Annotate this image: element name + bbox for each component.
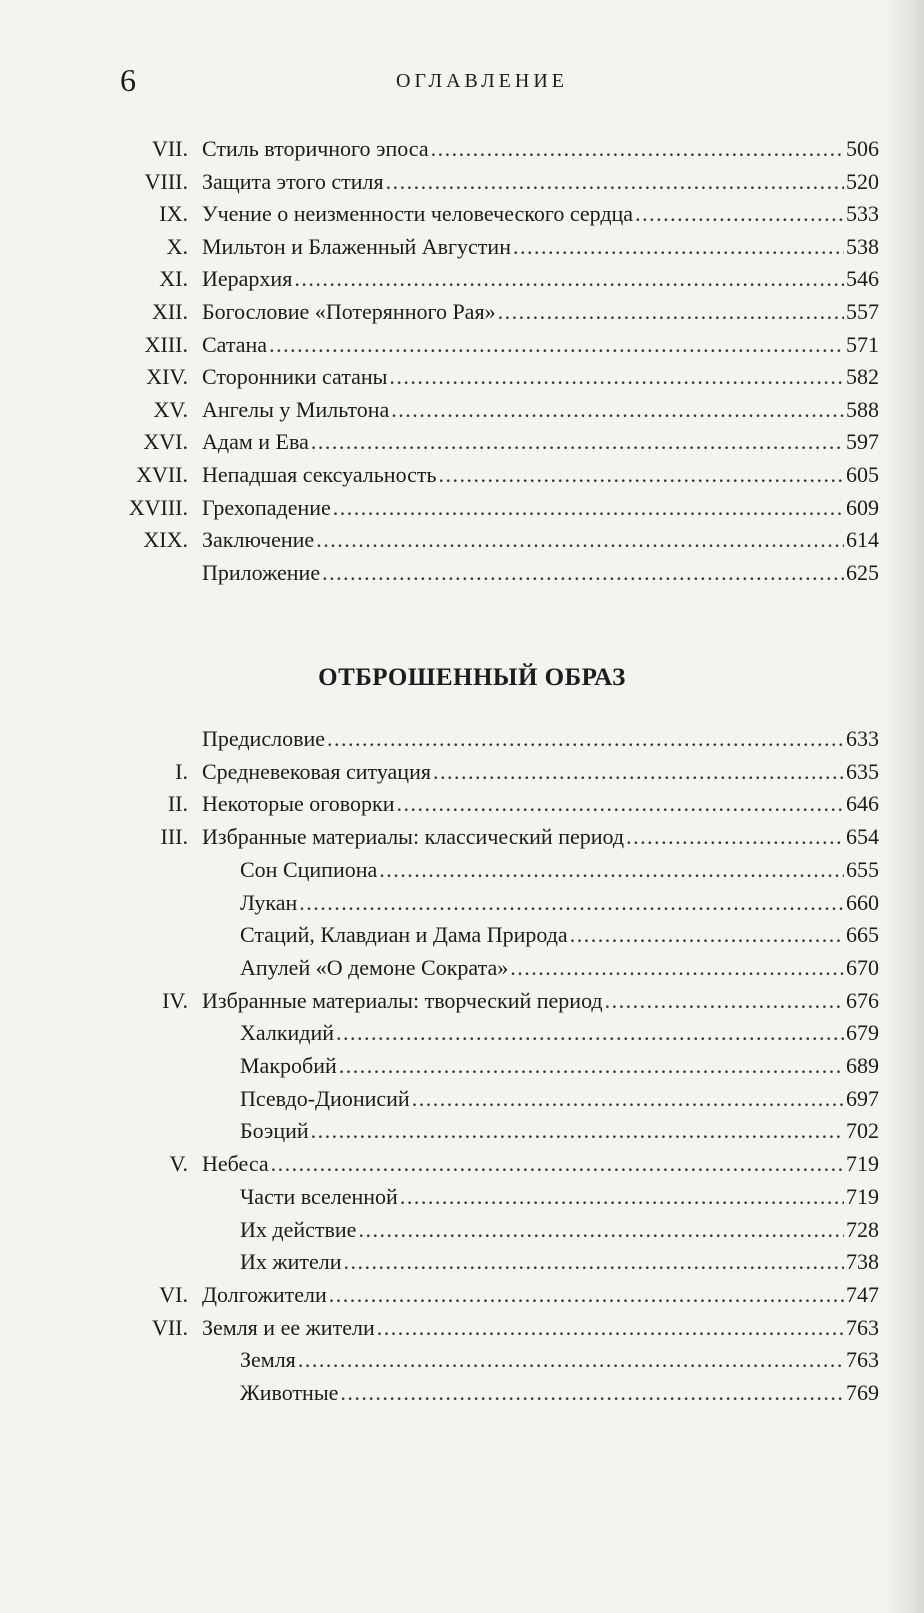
dot-leader: [498, 296, 844, 328]
dot-leader: [377, 1312, 844, 1344]
toc-entry-title: Халкидий: [240, 1020, 335, 1045]
toc-entry-page: 597: [846, 429, 879, 454]
dot-leader: [344, 1246, 845, 1278]
toc-entry: [0, 788, 924, 820]
toc-entry-title: Избранные материалы: классический период: [202, 824, 625, 849]
toc-entry-title: Приложение: [202, 560, 321, 585]
toc-entry: [0, 426, 924, 458]
toc-entry: [0, 166, 924, 198]
toc-entry-number: X.: [166, 234, 188, 259]
dot-leader: [311, 426, 844, 458]
dot-leader: [299, 887, 844, 919]
toc-entry-title: Защита этого стиля: [202, 169, 384, 194]
toc-entry-page: 679: [846, 1020, 879, 1045]
toc-entry-title: Средневековая ситуация: [202, 759, 431, 784]
toc-entry: [0, 756, 924, 788]
toc-entry-page: 588: [846, 397, 879, 422]
toc-entry: [0, 887, 924, 919]
toc-entry-title: Лукан: [240, 890, 298, 915]
toc-entry-page: 635: [846, 759, 879, 784]
dot-leader: [327, 723, 844, 755]
dot-leader: [433, 756, 844, 788]
toc-entry-page: 676: [846, 988, 879, 1013]
toc-entry: [0, 1017, 924, 1049]
toc-entry-title: Сон Сципиона: [240, 857, 378, 882]
toc-entry-page: 728: [846, 1217, 879, 1242]
toc-entry-page: 670: [846, 955, 879, 980]
toc-entry-page: 609: [846, 495, 879, 520]
toc-entry: [0, 1050, 924, 1082]
dot-leader: [605, 985, 844, 1017]
dot-leader: [271, 1148, 844, 1180]
toc-entry: [0, 1246, 924, 1278]
toc-entry-number: XVIII.: [128, 495, 188, 520]
toc-entry-page: 605: [846, 462, 879, 487]
dot-leader: [379, 854, 844, 886]
dot-leader: [396, 788, 844, 820]
toc-entry-number: I.: [175, 759, 188, 784]
toc-entry-title: Земля: [240, 1347, 296, 1372]
toc-entry-title: Сатана: [202, 332, 268, 357]
toc-entry-title: Заключение: [202, 527, 315, 552]
toc-entry-title: Учение о неизменности человеческого сердца: [202, 201, 634, 226]
toc-entry-number: XI.: [159, 266, 188, 291]
toc-entry-title: Макробий: [240, 1053, 337, 1078]
toc-entry: [0, 361, 924, 393]
dot-leader: [386, 166, 844, 198]
toc-entry-page: 533: [846, 201, 879, 226]
toc-entry-number: VII.: [151, 1315, 188, 1340]
running-head: ОГЛАВЛЕНИЕ: [396, 70, 568, 92]
toc-entry: [0, 1312, 924, 1344]
dot-leader: [391, 394, 844, 426]
toc-entry-page: 719: [846, 1184, 879, 1209]
dot-leader: [431, 133, 844, 165]
dot-leader: [635, 198, 844, 230]
toc-entry: [0, 1181, 924, 1213]
toc-entry-page: 625: [846, 560, 879, 585]
toc-entry: [0, 263, 924, 295]
dot-leader: [626, 821, 844, 853]
toc-entry-number: VIII.: [144, 169, 188, 194]
toc-entry-page: 697: [846, 1086, 879, 1111]
toc-entry-number: III.: [160, 824, 188, 849]
toc-entry-page: 719: [846, 1151, 879, 1176]
toc-entry-number: XIX.: [143, 527, 188, 552]
dot-leader: [339, 1050, 844, 1082]
dot-leader: [333, 492, 844, 524]
toc-entry-title: Земля и ее жители: [202, 1315, 375, 1340]
toc-entry: [0, 1083, 924, 1115]
toc-entry-page: 655: [846, 857, 879, 882]
toc-entry: [0, 1377, 924, 1409]
toc-entry-page: 582: [846, 364, 879, 389]
toc-entry-page: 633: [846, 726, 879, 751]
toc-entry-title: Части вселенной: [240, 1184, 398, 1209]
toc-entry-title: Стиль вторичного эпоса: [202, 136, 429, 161]
toc-entry-page: 738: [846, 1249, 879, 1274]
toc-entry-page: 665: [846, 922, 879, 947]
page-number: 6: [120, 62, 136, 98]
toc-entry-title: Их жители: [240, 1249, 342, 1274]
toc-entry: [0, 133, 924, 165]
toc-entry-title: Небеса: [202, 1151, 269, 1176]
toc-entry: [0, 459, 924, 491]
toc-entry-page: 689: [846, 1053, 879, 1078]
toc-entry-title: Адам и Ева: [202, 429, 309, 454]
toc-entry-title: Богословие «Потерянного Рая»: [202, 299, 496, 324]
toc-entry-number: XV.: [153, 397, 188, 422]
dot-leader: [412, 1083, 844, 1115]
toc-entry: [0, 1148, 924, 1180]
toc-entry-page: 506: [846, 136, 879, 161]
toc-entry-title: Псевдо-Дионисий: [240, 1086, 410, 1111]
section-heading: ОТБРОШЕННЫЙ ОБРАЗ: [318, 664, 626, 691]
toc-entry-title: Апулей «О демоне Сократа»: [240, 955, 509, 980]
toc-entry-title: Иерархия: [202, 266, 293, 291]
toc-entry-page: 747: [846, 1282, 879, 1307]
dot-leader: [322, 557, 844, 589]
toc-entry-page: 763: [846, 1315, 879, 1340]
toc-entry: [0, 919, 924, 951]
toc-entry-title: Животные: [240, 1380, 339, 1405]
dot-leader: [294, 263, 844, 295]
toc-entry-page: 546: [846, 266, 879, 291]
toc-entry-number: XII.: [151, 299, 188, 324]
toc-entry-number: VII.: [151, 136, 188, 161]
toc-entry: [0, 329, 924, 361]
dot-leader: [298, 1344, 844, 1376]
dot-leader: [269, 329, 844, 361]
toc-entry-title: Боэций: [240, 1118, 309, 1143]
toc-entry-number: IX.: [159, 201, 188, 226]
toc-entry: [0, 492, 924, 524]
toc-entry-page: 646: [846, 791, 879, 816]
dot-leader: [513, 231, 844, 263]
toc-entry-number: II.: [167, 791, 188, 816]
toc-entry-title: Мильтон и Блаженный Августин: [202, 234, 511, 259]
toc-entry-title: Ангелы у Мильтона: [202, 397, 390, 422]
toc-entry-number: XVII.: [136, 462, 188, 487]
toc-entry-page: 769: [846, 1380, 879, 1405]
toc-entry: [0, 985, 924, 1017]
toc-entry-number: VI.: [159, 1282, 188, 1307]
toc-entry: [0, 952, 924, 984]
toc-entry: [0, 1279, 924, 1311]
toc-entry-page: 660: [846, 890, 879, 915]
toc-entry-page: 571: [846, 332, 879, 357]
toc-entry-page: 538: [846, 234, 879, 259]
toc-entry: [0, 723, 924, 755]
toc-entry-title: Долгожители: [202, 1282, 327, 1307]
toc-entry-page: 614: [846, 527, 879, 552]
page-header: [0, 60, 924, 100]
toc-entry-title: Стаций, Клавдиан и Дама Природа: [240, 922, 568, 947]
toc-entry: [0, 854, 924, 886]
toc-entry: [0, 1214, 924, 1246]
dot-leader: [329, 1279, 844, 1311]
toc-entry-page: 702: [846, 1118, 879, 1143]
toc-entry-page: 520: [846, 169, 879, 194]
toc-entry-title: Некоторые оговорки: [202, 791, 395, 816]
toc-entry-title: Избранные материалы: творческий период: [202, 988, 603, 1013]
dot-leader: [400, 1181, 844, 1213]
toc-entry: [0, 1344, 924, 1376]
dot-leader: [340, 1377, 844, 1409]
toc-entry: [0, 296, 924, 328]
toc-entry: [0, 198, 924, 230]
toc-entry-page: 654: [846, 824, 879, 849]
dot-leader: [389, 361, 844, 393]
toc-entry: [0, 557, 924, 589]
toc-entry-title: Сторонники сатаны: [202, 364, 388, 389]
toc-entry-page: 557: [846, 299, 879, 324]
toc-entry: [0, 1115, 924, 1147]
toc-entry-number: XIII.: [144, 332, 188, 357]
dot-leader: [510, 952, 844, 984]
toc-entry: [0, 394, 924, 426]
toc-entry-number: XIV.: [146, 364, 188, 389]
toc-entry: [0, 524, 924, 556]
toc-entry-title: Предисловие: [202, 726, 325, 751]
dot-leader: [311, 1115, 844, 1147]
dot-leader: [316, 524, 844, 556]
dot-leader: [358, 1214, 844, 1246]
toc-entry-number: IV.: [162, 988, 188, 1013]
toc-entry-page: 763: [846, 1347, 879, 1372]
toc-entry: [0, 231, 924, 263]
dot-leader: [439, 459, 844, 491]
toc-entry-title: Грехопадение: [202, 495, 331, 520]
dot-leader: [336, 1017, 844, 1049]
dot-leader: [570, 919, 844, 951]
toc-entry-title: Их действие: [240, 1217, 357, 1242]
toc-entry-number: V.: [169, 1151, 188, 1176]
toc-entry: [0, 821, 924, 853]
toc-entry-number: XVI.: [143, 429, 188, 454]
toc-entry-title: Непадшая сексуальность: [202, 462, 437, 487]
